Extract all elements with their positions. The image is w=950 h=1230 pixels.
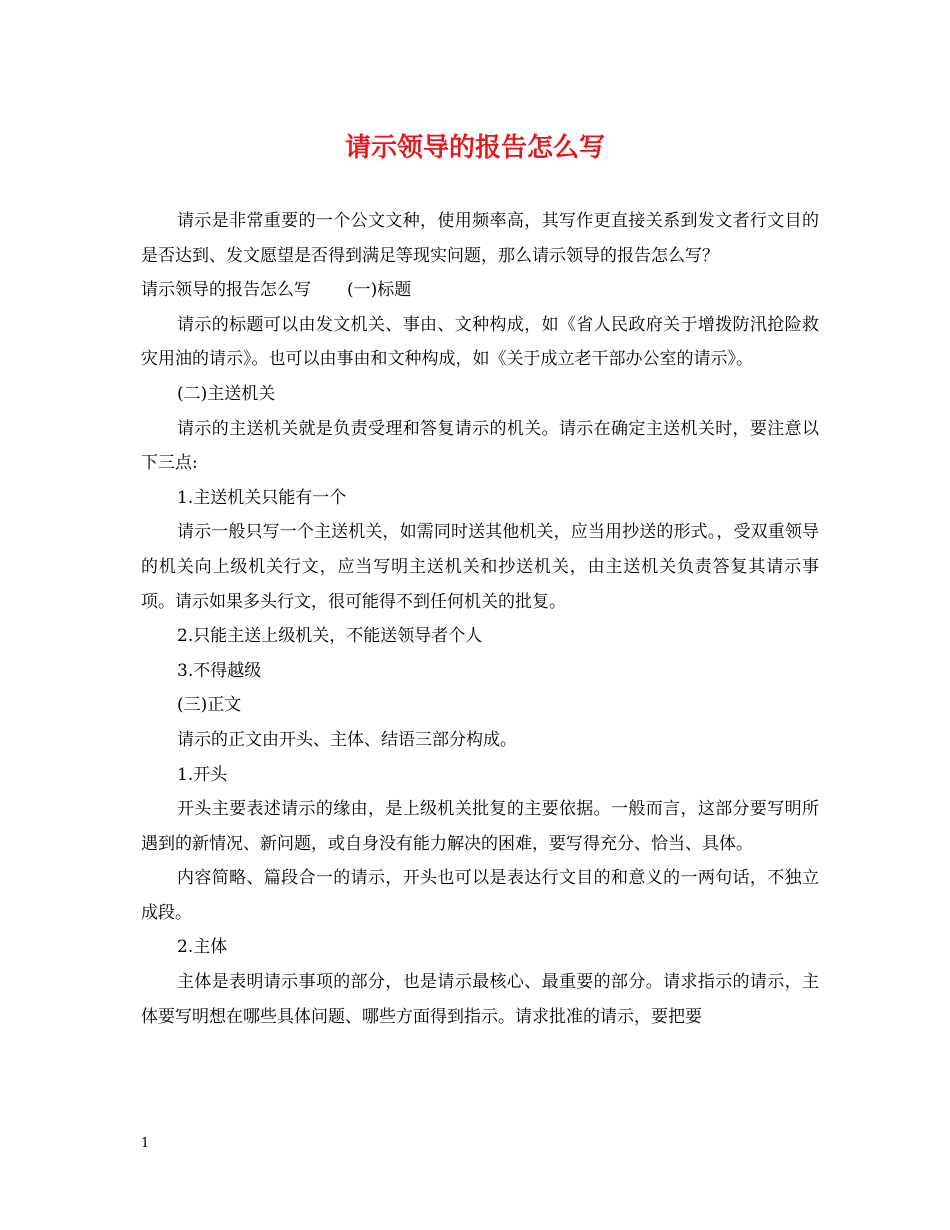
paragraph: 请示的主送机关就是负责受理和答复请示的机关。请示在确定主送机关时，要注意以下三点: (141, 418, 819, 474)
section-heading-line (141, 273, 819, 308)
document-title: 请示领导的报告怎么写 (344, 133, 605, 163)
section-heading: (二)主送机关 (177, 383, 276, 404)
paragraph: 请示一般只写一个主送机关，如需同时送其他机关，应当用抄送的形式。，受双重领导的机关向上级机关行文，应当写明主送机关和抄送机关，由主送机关负责答复其请示事项。请示如果多头行文，很可能得不到任何机关的批复。 (141, 522, 819, 612)
paragraph: 主体是表明请示事项的部分，也是请示最核心、最重要的部分。请求指示的请示，主体要写明想在哪些具体问题、哪些方面得到指示。请求批准的请示，要把要 (141, 972, 819, 1027)
paragraph: 内容简略、篇段合一的请示，开头也可以是表达行文目的和意义的一两句话，不独立成段。 (141, 868, 819, 923)
paragraph: 开头主要表述请示的缘由，是上级机关批复的主要依据。一般而言，这部分要写明所遇到的新情况、新问题，或自身没有能力解决的困难，要写得充分、恰当、具体。 (141, 799, 819, 854)
paragraph: 请示的标题可以由发文机关、事由、文种构成，如《省人民政府关于增拨防汛抢险救灾用油的请示》。也可以由事由和文种构成，如《关于成立老干部办公室的请示》。 (141, 314, 819, 370)
list-item: 3.不得越级 (177, 660, 262, 681)
paragraph: 请示的正文由开头、主体、结语三部分构成。 (177, 729, 517, 750)
list-item: 2.主体 (177, 937, 228, 958)
page-number: 1 (141, 1136, 150, 1151)
document-body (141, 204, 819, 1034)
list-item: 1.主送机关只能有一个 (177, 487, 347, 508)
section-heading: (三)正文 (177, 695, 242, 716)
list-item: 2.只能主送上级机关，不能送领导者个人 (177, 626, 483, 647)
list-item: 1.开头 (177, 764, 228, 785)
section-heading-title: (一)标题 (347, 280, 412, 301)
section-heading-lead: 请示领导的报告怎么写 (141, 280, 311, 301)
paragraph-intro: 请示是非常重要的一个公文文种，使用频率高，其写作更直接关系到发文者行文目的是否达到、发文愿望是否得到满足等现实问题，那么请示领导的报告怎么写？ (141, 211, 819, 266)
